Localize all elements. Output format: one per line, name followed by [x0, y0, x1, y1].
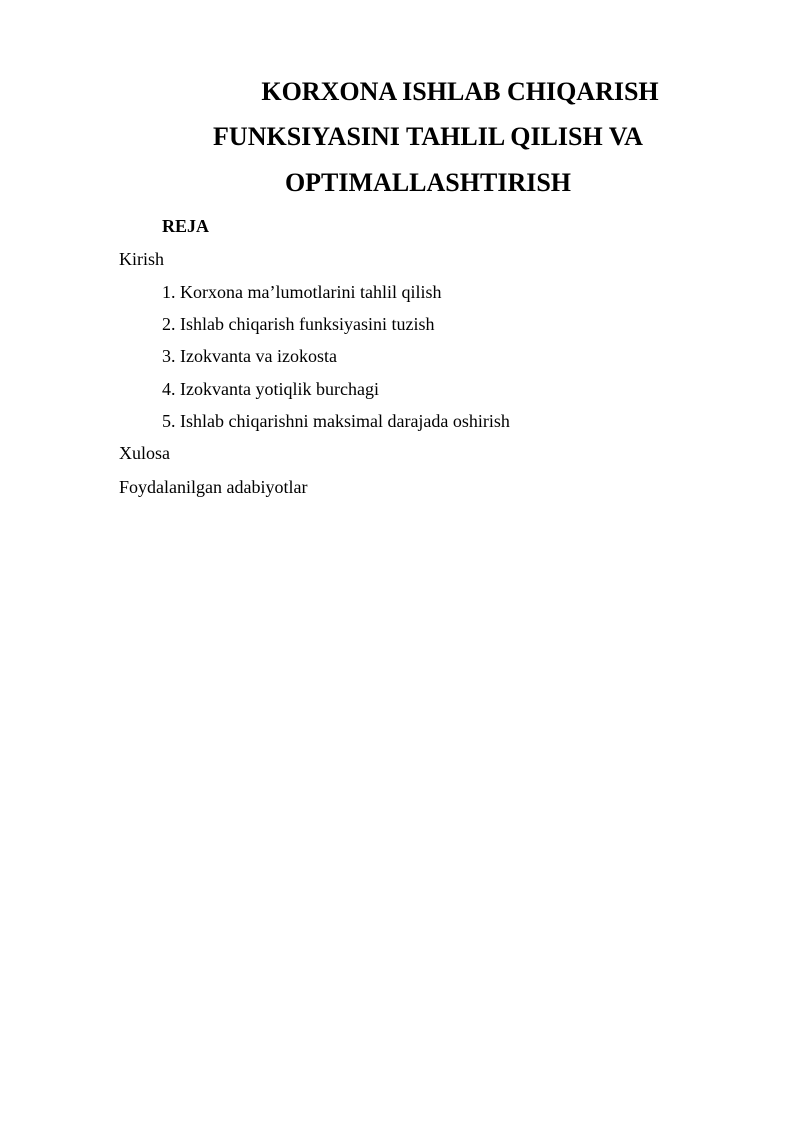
title-line-2: FUNKSIYASINI TAHLIL QILISH VA: [213, 122, 643, 151]
references-item: Foydalanilgan adabiyotlar: [119, 477, 308, 497]
list-item: 4. Izokvanta yotiqlik burchagi: [162, 379, 379, 399]
list-item: 2. Ishlab chiqarish funksiyasini tuzish: [162, 314, 435, 334]
title-line-1: KORXONA ISHLAB CHIQARISH: [261, 77, 659, 106]
plan-heading: REJA: [162, 216, 210, 236]
list-item: 1. Korxona ma’lumotlarini tahlil qilish: [162, 282, 442, 302]
title-line-3: OPTIMALLASHTIRISH: [284, 168, 572, 197]
conclusion-item: Xulosa: [119, 443, 170, 463]
list-item: 3. Izokvanta va izokosta: [162, 346, 337, 366]
list-item: 5. Ishlab chiqarishni maksimal darajada oshirish: [162, 411, 510, 431]
intro-item: Kirish: [119, 249, 164, 269]
